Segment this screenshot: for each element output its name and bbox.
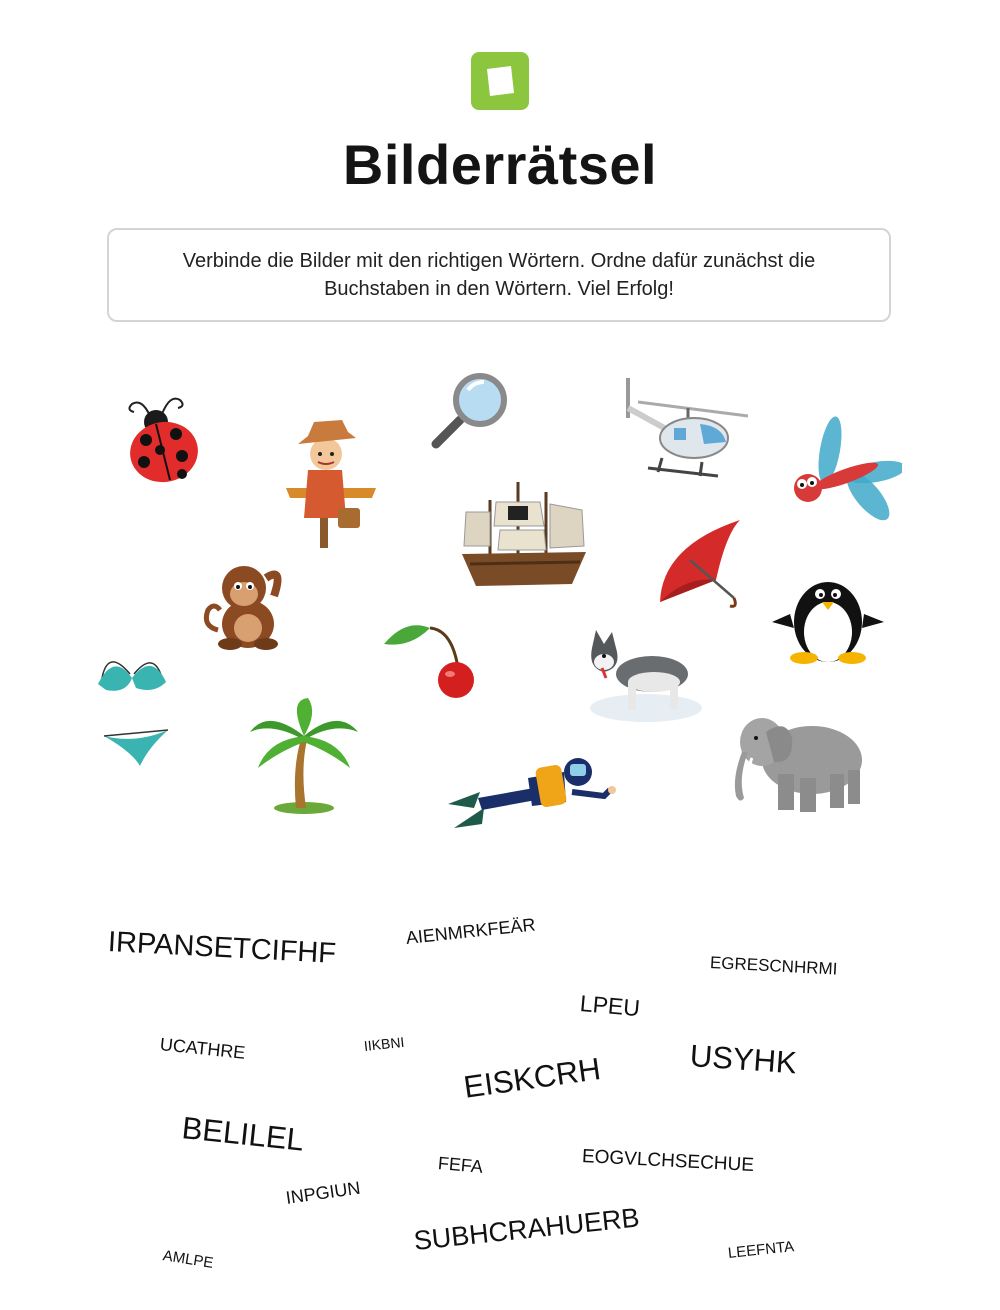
palm-tree-icon [248,696,360,816]
instructions-box [107,228,891,322]
word-3: EGRESCNHRMI [709,953,838,979]
word-2: AIENMRKFEÄR [404,914,537,948]
umbrella-icon [656,516,746,612]
word-1: IRPANSETCIFHF [107,926,337,970]
word-14: AMLPE [161,1247,215,1272]
logo-icon [471,52,529,110]
instructions-text: Verbinde die Bilder mit den richtigen Wörtern. Ordne dafür zunächst die Buchstaben in den Wörtern. Viel Erfolg! [182,250,816,300]
elephant-icon [730,708,870,816]
diver-icon [444,748,616,832]
helicopter-icon [618,372,752,484]
husky-icon [582,628,704,724]
word-12: INPGIUN [284,1177,362,1208]
word-7: USYHK [688,1038,798,1081]
ladybug-icon [122,388,202,488]
scarecrow-icon [276,418,388,552]
word-11: EOGVLCHSECHUE [581,1146,755,1176]
word-13: SUBHCRAHUERB [412,1202,641,1256]
word-9: BELILEL [180,1110,306,1158]
bikini-icon [96,644,172,768]
monkey-icon [200,556,292,652]
pirate-ship-icon [460,476,588,590]
word-15: LEEFNTA [727,1238,795,1262]
word-8: EISKCRH [461,1050,603,1105]
cherry-icon [382,612,478,700]
word-10: FEFA [437,1153,484,1177]
penguin-icon [770,570,886,666]
magnifying-glass-icon [428,370,510,452]
word-4: LPEU [578,990,642,1022]
word-5: UCATHRE [159,1034,247,1063]
page-title: Bilderrätsel [342,133,658,196]
word-6: IIKBNI [363,1033,406,1054]
dragonfly-icon [790,416,902,522]
